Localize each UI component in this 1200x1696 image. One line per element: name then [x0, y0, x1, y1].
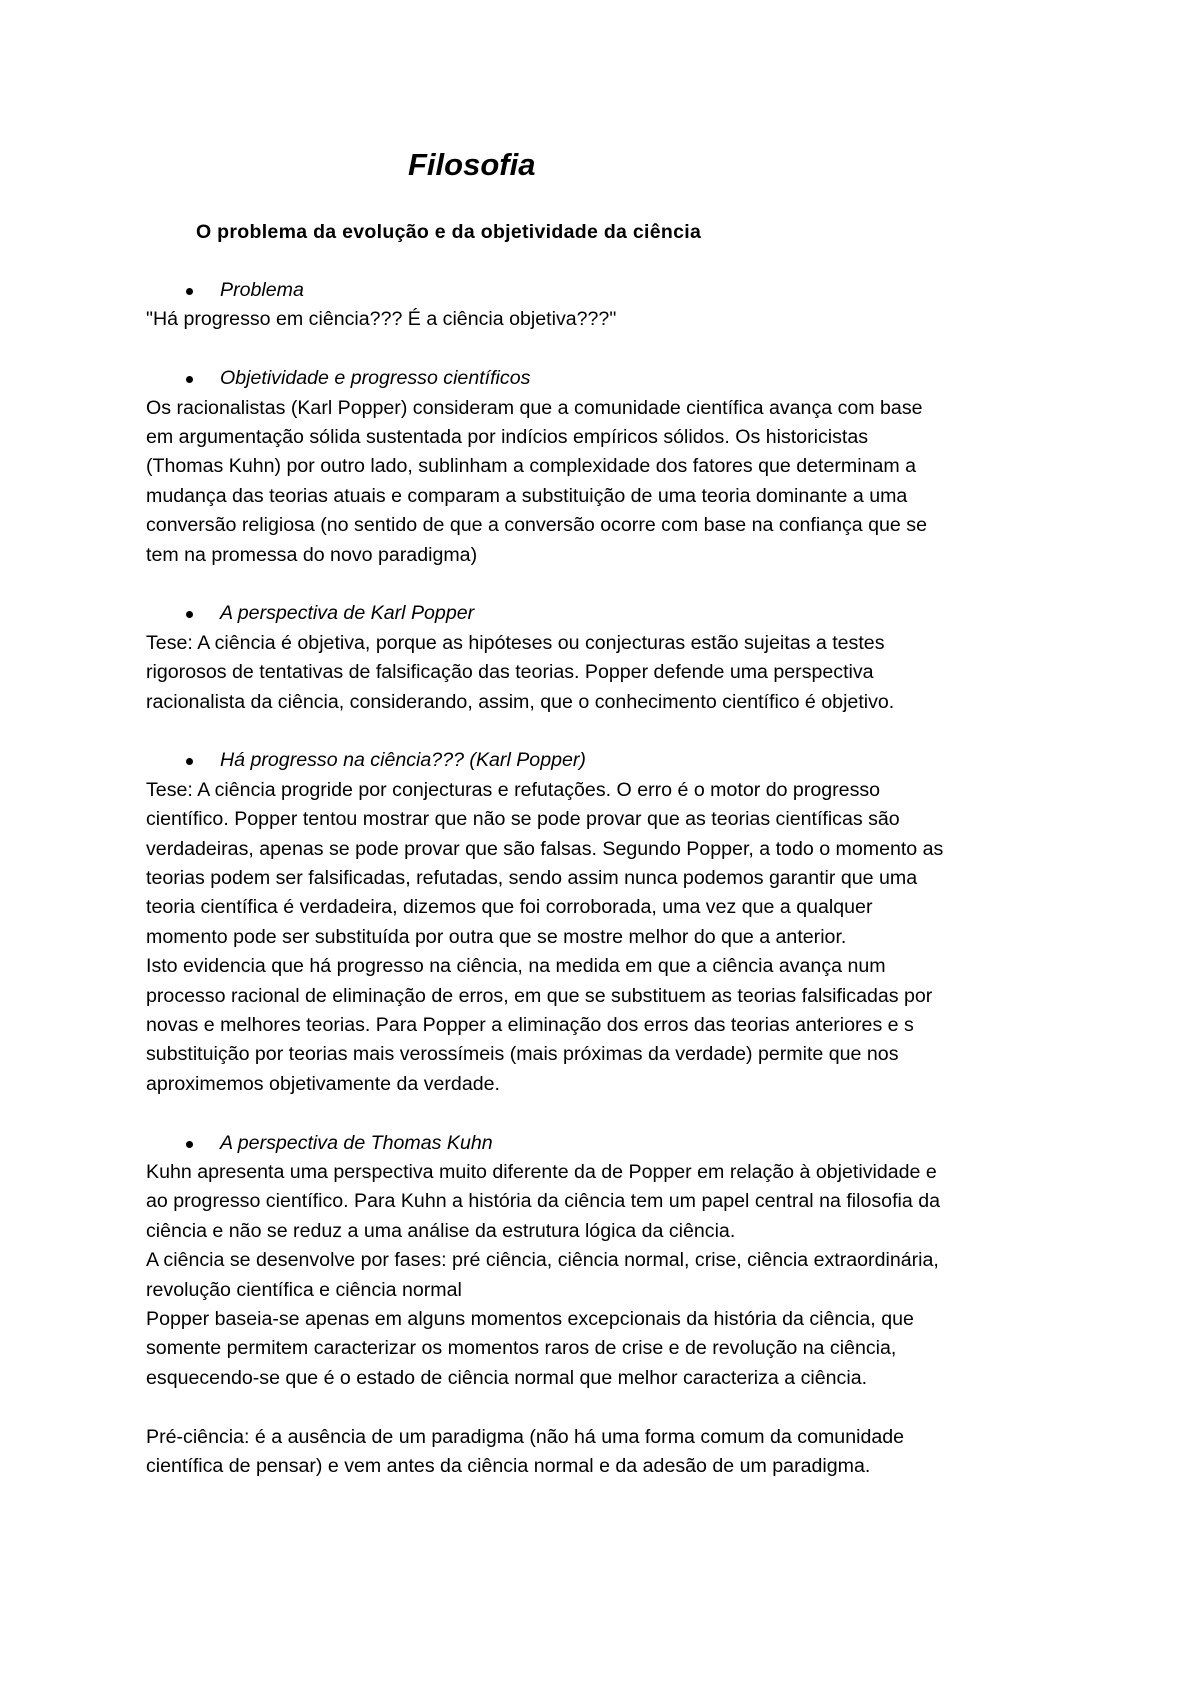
section-heading-text: A perspectiva de Thomas Kuhn [220, 1131, 493, 1154]
section-heading [146, 364, 1086, 393]
section-heading-text: Problema [220, 279, 304, 301]
section-paragraph: Isto evidencia que há progresso na ciência, na medida em que a ciência avança num processo racional de eliminação de erros, em que se substituem as teorias falsificadas por novas e melhores teorias. Para Popper a eliminação dos erros das teorias anteriores e s substituição por teorias mais verossímeis (mais próximas da verdade) permite que nos aproximemos objetivamente da verdade. [146, 955, 933, 1095]
section-paragraph: A ciência se desenvolve por fases: pré ciência, ciência normal, crise, ciência extraordinária, revolução científica e ciência normal [146, 1249, 939, 1301]
section-objetividade [146, 364, 1086, 570]
section-heading-text: Objetividade e progresso científicos [220, 367, 531, 390]
document-body [146, 276, 1086, 1482]
document-title: Filosofia [408, 147, 536, 182]
section-paragraph: Tese: A ciência progride por conjecturas e refutações. O erro é o motor do progresso científico. Popper tentou mostrar que não se pode provar que as teorias científicas são verdadeiras, apenas se pode provar que são falsas. Segundo Popper, a todo o momento as teorias podem ser falsificadas, refutadas, sendo assim nunca podemos garantir que uma teoria científica é verdadeira, dizemos que foi corroborada, uma vez que a qualquer momento pode ser substituída por outra que se mostre melhor do que a anterior. [146, 778, 944, 948]
section-paragraph: Tese: A ciência é objetiva, porque as hipóteses ou conjecturas estão sujeitas a testes rigorosos de tentativas de falsificação das teorias. Popper defende uma perspectiva racionalista da ciência, considerando, assim, que o conhecimento científico é objetivo. [146, 631, 895, 713]
section-heading [146, 1129, 1086, 1158]
bullet-icon [186, 288, 193, 295]
section-heading-text: Há progresso na ciência??? (Karl Popper) [220, 749, 586, 772]
section-heading-text: A perspectiva de Karl Popper [220, 602, 475, 625]
section-popper [146, 599, 1086, 717]
section-problema [146, 276, 1086, 335]
bullet-icon [186, 611, 193, 618]
section-paragraph: Os racionalistas (Karl Popper) consideram que a comunidade científica avança com base em argumentação sólida sustentada por indícios empíricos sólidos. Os historicistas (Thomas Kuhn) por outro lado, sublinham a complexidade dos fatores que determinam a mudança das teorias atuais e comparam a substituição de uma teoria dominante a uma conversão religiosa (no sentido de que a conversão ocorre com base na confiança que se tem na promessa do novo paradigma) [146, 396, 927, 566]
section-heading [146, 746, 1086, 775]
section-heading [146, 276, 1086, 305]
section-heading [146, 599, 1086, 628]
section-kuhn [146, 1129, 1086, 1394]
bullet-icon [186, 1141, 193, 1148]
section-paragraph: "Há progresso em ciência??? É a ciência objetiva???" [146, 308, 617, 331]
closing-paragraph: Pré-ciência: é a ausência de um paradigma (não há uma forma comum da comunidade científica de pensar) e vem antes da ciência normal e da adesão de um paradigma. [146, 1425, 905, 1478]
section-paragraph: Kuhn apresenta uma perspectiva muito diferente da de Popper em relação à objetividade e ao progresso científico. Para Kuhn a história da ciência tem um papel central na filosofia da ciência e não se reduz a uma análise da estrutura lógica da ciência. [146, 1161, 940, 1242]
document-subtitle: O problema da evolução e da objetividade da ciência [196, 221, 702, 243]
section-paragraph: Popper baseia-se apenas em alguns momentos excepcionais da história da ciência, que somente permitem caracterizar os momentos raros de crise e de revolução na ciência, esquecendo-se que é o estado de ciência normal que melhor caracteriza a ciência. [146, 1308, 914, 1389]
bullet-icon [186, 376, 193, 383]
bullet-icon [186, 758, 193, 765]
section-progresso [146, 746, 1086, 1099]
